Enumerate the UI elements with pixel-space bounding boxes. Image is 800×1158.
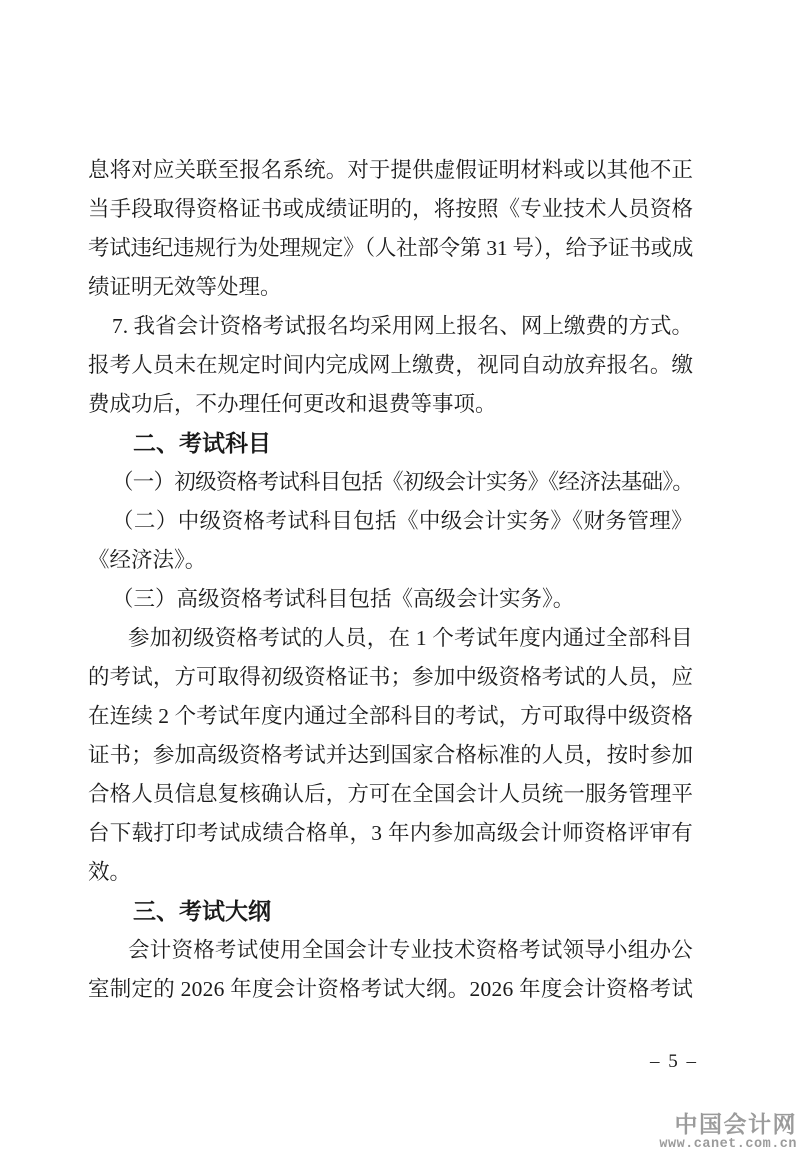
text-run: 合格人员信息复核确认后，方可在全国会计人员统一服务管理平 (88, 782, 694, 806)
text-run: 当手段取得资格证书或成绩证明的，将按照《专业技术人员资格 (88, 197, 694, 221)
text-line (88, 502, 693, 541)
text-run: 《经济法》。 (88, 548, 207, 572)
text-line (88, 697, 693, 736)
text-line (88, 814, 693, 853)
text-line (88, 190, 693, 229)
text-run: 绩证明无效等处理。 (88, 275, 282, 299)
document-body (88, 151, 693, 1009)
watermark-site-url: www.canet.com.cn (659, 1137, 797, 1152)
text-run: 效。 (88, 860, 132, 884)
text-line (88, 658, 693, 697)
section-heading (88, 424, 693, 463)
text-run: 三、考试大纲 (133, 898, 271, 924)
text-run: 参加初级资格考试的人员，在 1 个考试年度内通过全部科目 (128, 626, 693, 650)
text-run: 费成功后，不办理任何更改和退费等事项。 (88, 392, 497, 416)
section-heading (88, 892, 693, 931)
text-line (88, 970, 693, 1009)
text-run: 证书；参加高级资格考试并达到国家合格标准的人员，按时参加 (88, 743, 694, 767)
text-line (88, 151, 693, 190)
text-line (88, 736, 693, 775)
text-line (88, 580, 693, 619)
text-run: 在连续 2 个考试年度内通过全部科目的考试，方可取得中级资格 (88, 704, 694, 728)
text-line (88, 385, 693, 424)
text-line (88, 931, 693, 970)
text-run: （二）中级资格考试科目包括《中级会计实务》《财务管理》 (112, 509, 694, 533)
page-number: – 5 – (650, 1051, 698, 1072)
text-run: 台下载打印考试成绩合格单，3 年内参加高级会计师资格评审有 (88, 821, 694, 845)
text-run: 的考试，方可取得初级资格证书；参加中级资格考试的人员，应 (88, 665, 694, 689)
text-run: 二、考试科目 (133, 430, 271, 456)
text-line (88, 775, 693, 814)
text-run: （三）高级资格考试科目包括《高级会计实务》。 (112, 587, 575, 611)
watermark (659, 1112, 797, 1153)
text-run: 会计资格考试使用全国会计专业技术资格考试领导小组办公 (128, 938, 693, 962)
text-line (88, 463, 693, 502)
text-line (88, 346, 693, 385)
text-run: 7. 我省会计资格考试报名均采用网上报名、网上缴费的方式。 (112, 314, 694, 338)
text-run: 室制定的 2026 年度会计资格考试大纲。2026 年度会计资格考试 (88, 977, 694, 1001)
text-run: 考试违纪违规行为处理规定》（人社部令第 31 号），给予证书或成 (88, 236, 694, 260)
text-run: 息将对应关联至报名系统。对于提供虚假证明材料或以其他不正 (88, 158, 694, 182)
watermark-site-name: 中国会计网 (674, 1111, 797, 1137)
text-run: （一）初级资格考试科目包括《初级会计实务》《经济法基础》。 (112, 470, 694, 494)
text-line (88, 619, 693, 658)
text-line (88, 229, 693, 268)
text-line (88, 853, 693, 892)
text-line (88, 268, 693, 307)
text-line (88, 541, 693, 580)
text-run: 报考人员未在规定时间内完成网上缴费，视同自动放弃报名。缴 (88, 353, 694, 377)
text-line (88, 307, 693, 346)
